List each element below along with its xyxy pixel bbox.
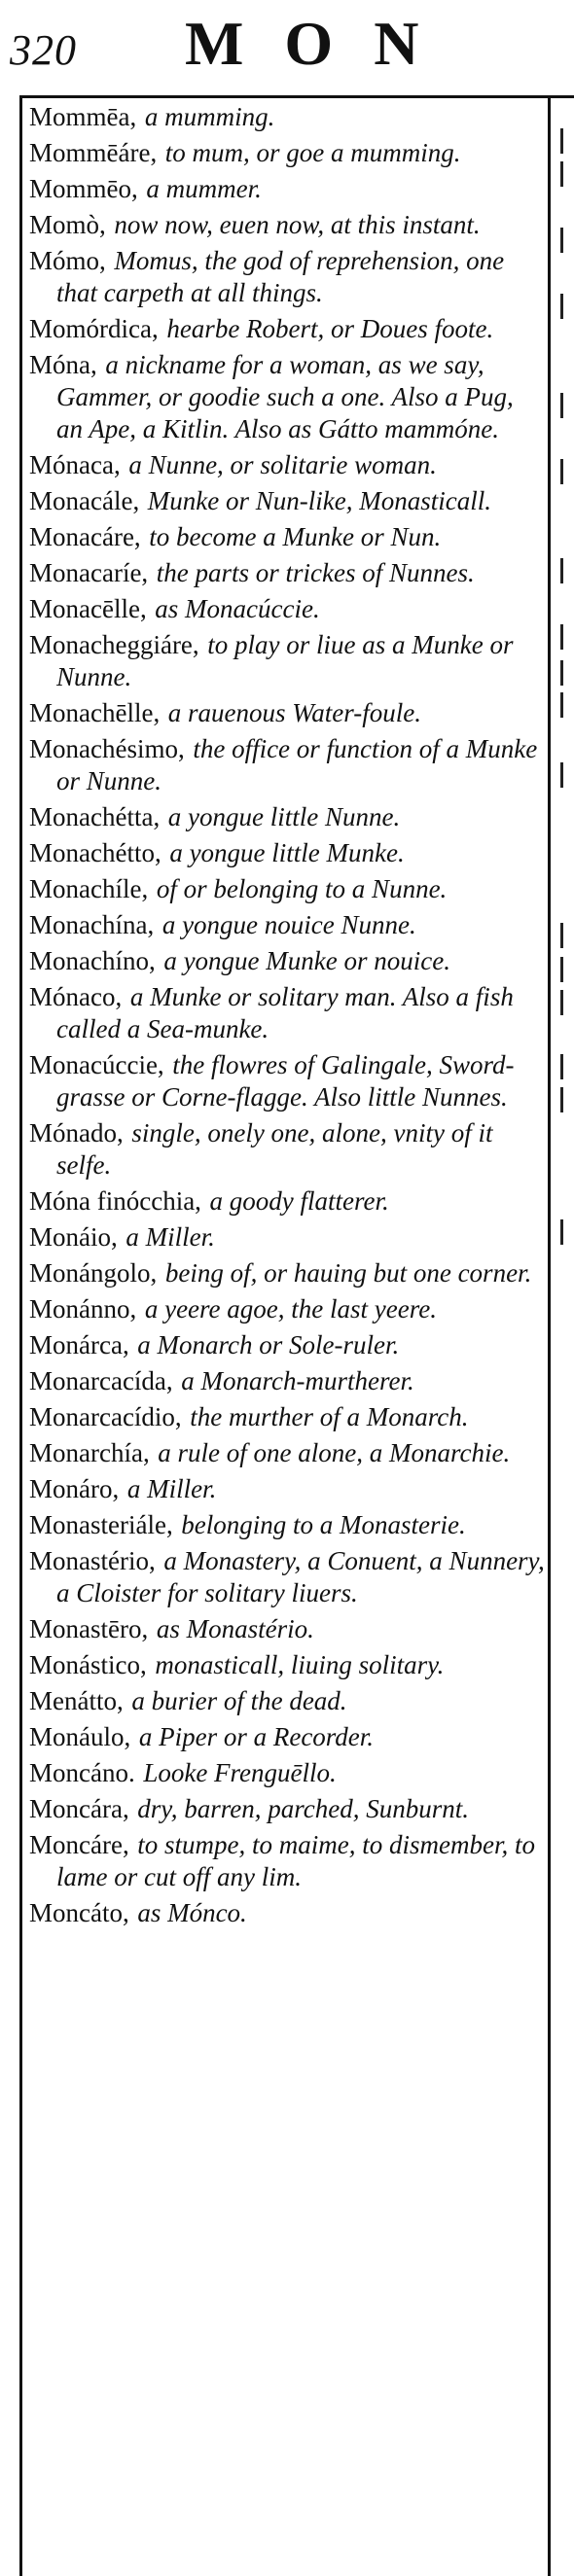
- dictionary-entry: [29, 1049, 545, 1113]
- headword: Monáulo,: [29, 1722, 131, 1751]
- headword: Monachíno,: [29, 946, 156, 975]
- headword: Mommēo,: [29, 174, 138, 203]
- headword: Monarcacída,: [29, 1366, 173, 1395]
- definition: as Monacúccie.: [155, 594, 320, 623]
- definition: to play or liue as a Munke or Nunne.: [56, 630, 514, 691]
- headword: Monáro,: [29, 1474, 120, 1503]
- dictionary-entry: [29, 1829, 545, 1893]
- definition: a nickname for a woman, as we say, Gammer, or goodie such a one. Also a Pug, an Ape, a Kitlin. Also as Gátto mammóne.: [56, 350, 514, 443]
- definition: a Piper or a Recorder.: [138, 1722, 375, 1751]
- clipped-letter-mark: [560, 923, 563, 948]
- clipped-letter-mark: [560, 762, 563, 788]
- definition: a mumming.: [144, 102, 275, 131]
- dictionary-entry: [29, 173, 545, 205]
- headword: Monachíle,: [29, 874, 149, 903]
- headword: Momórdica,: [29, 314, 159, 343]
- dictionary-entry: [29, 1613, 545, 1645]
- clipped-letter-mark: [560, 692, 563, 718]
- definition: the parts or trickes of Nunnes.: [156, 558, 475, 587]
- dictionary-entry: [29, 1721, 545, 1753]
- headword: Monacáre,: [29, 522, 141, 551]
- clipped-letter-mark: [560, 294, 563, 319]
- dictionary-entry: [29, 1509, 545, 1541]
- dictionary-entry: [29, 1685, 545, 1717]
- definition: Looke Frenguēllo.: [143, 1758, 337, 1787]
- dictionary-entry: [29, 945, 545, 977]
- dictionary-entry: [29, 1757, 545, 1789]
- clipped-letter-mark: [560, 228, 563, 253]
- headword: Moncáto,: [29, 1898, 129, 1927]
- dictionary-entry: [29, 1545, 545, 1609]
- headword: Móna finócchia,: [29, 1186, 201, 1216]
- headword: Monasteriále,: [29, 1510, 173, 1539]
- definition: single, onely one, alone, vnity of it selfe.: [56, 1118, 493, 1180]
- headword: Monachétta,: [29, 802, 161, 831]
- headword: Monacúccie,: [29, 1050, 164, 1079]
- dictionary-entry: [29, 1365, 545, 1397]
- headword: Momò,: [29, 210, 106, 239]
- definition: a Miller.: [126, 1474, 217, 1503]
- definition: to mum, or goe a mumming.: [164, 138, 461, 167]
- definition: a Monastery, a Conuent, a Nunnery, a Cloister for solitary liuers.: [56, 1546, 545, 1607]
- definition: being of, or hauing but one corner.: [164, 1258, 532, 1288]
- headword: Monacaríe,: [29, 558, 149, 587]
- dictionary-entry: [29, 1649, 545, 1681]
- clipped-letter-mark: [560, 558, 563, 583]
- dictionary-entry: [29, 909, 545, 941]
- headword: Monacheggiáre,: [29, 630, 199, 659]
- dictionary-entry: [29, 733, 545, 797]
- headword: Monachétto,: [29, 838, 161, 867]
- dictionary-entry: [29, 1257, 545, 1289]
- headword: Monachésimo,: [29, 734, 185, 763]
- definition: hearbe Robert, or Doues foote.: [166, 314, 494, 343]
- definition: as Monastério.: [156, 1614, 314, 1643]
- column-divider: [548, 97, 551, 2576]
- definition: a Miller.: [126, 1222, 215, 1252]
- dictionary-entry: [29, 1117, 545, 1182]
- dictionary-entry: [29, 981, 545, 1045]
- top-rule: [19, 95, 574, 98]
- headword: Monárca,: [29, 1330, 129, 1359]
- headword: Monarchía,: [29, 1438, 150, 1467]
- headword: Monastēro,: [29, 1614, 149, 1643]
- dictionary-column: [29, 101, 545, 2571]
- headword: Móna,: [29, 350, 97, 379]
- headword: Mónaca,: [29, 450, 121, 479]
- definition: dry, barren, parched, Sunburnt.: [137, 1794, 470, 1823]
- dictionary-entry: [29, 1185, 545, 1217]
- dictionary-entry: [29, 245, 545, 309]
- left-rule: [19, 97, 22, 2576]
- definition: a Monarch-murtherer.: [181, 1366, 414, 1395]
- running-head: MON: [185, 9, 460, 78]
- definition: a rule of one alone, a Monarchie.: [158, 1438, 511, 1467]
- definition: a yongue Munke or nouice.: [163, 946, 450, 975]
- dictionary-entry: [29, 209, 545, 241]
- headword: Monástico,: [29, 1650, 147, 1679]
- definition: Munke or Nun-like, Monasticall.: [147, 486, 491, 515]
- headword: Monánno,: [29, 1294, 137, 1323]
- dictionary-entry: [29, 1293, 545, 1325]
- dictionary-entry: [29, 1437, 545, 1469]
- headword: Mónado,: [29, 1118, 124, 1147]
- clipped-letter-mark: [560, 1219, 563, 1245]
- dictionary-entry: [29, 593, 545, 625]
- dictionary-entry: [29, 1897, 545, 1929]
- definition: now now, euen now, at this instant.: [114, 210, 481, 239]
- headword: Monastério,: [29, 1546, 156, 1575]
- clipped-letter-mark: [560, 624, 563, 650]
- dictionary-entry: [29, 485, 545, 517]
- dictionary-entry: [29, 801, 545, 833]
- definition: a Monarch or Sole-ruler.: [137, 1330, 400, 1359]
- dictionary-entry: [29, 313, 545, 345]
- dictionary-entry: [29, 101, 545, 133]
- definition: a goody flatterer.: [209, 1186, 389, 1216]
- dictionary-entry: [29, 521, 545, 553]
- dictionary-entry: [29, 349, 545, 445]
- definition: the flowres of Galingale, Sword-grasse or Corne-flagge. Also little Nunnes.: [56, 1050, 515, 1112]
- headword: Menátto,: [29, 1686, 124, 1715]
- definition: a yongue little Munke.: [169, 838, 405, 867]
- definition: a Munke or solitary man. Also a fish called a Sea-munke.: [56, 982, 514, 1043]
- headword: Mónaco,: [29, 982, 123, 1011]
- definition: a yongue nouice Nunne.: [161, 910, 416, 939]
- clipped-letter-mark: [560, 1087, 563, 1112]
- definition: belonging to a Monasterie.: [181, 1510, 466, 1539]
- headword: Monacēlle,: [29, 594, 147, 623]
- headword: Moncára,: [29, 1794, 129, 1823]
- clipped-letter-mark: [560, 393, 563, 418]
- definition: a mummer.: [146, 174, 262, 203]
- headword: Mommēáre,: [29, 138, 158, 167]
- next-column-edge: [556, 101, 574, 2571]
- clipped-letter-mark: [560, 990, 563, 1015]
- definition: Momus, the god of reprehension, one that carpeth at all things.: [56, 246, 505, 307]
- dictionary-entry: [29, 557, 545, 589]
- dictionary-entry: [29, 1793, 545, 1825]
- definition: as Mónco.: [137, 1898, 247, 1927]
- dictionary-entry: [29, 1329, 545, 1361]
- definition: a burier of the dead.: [131, 1686, 347, 1715]
- definition: a yongue little Nunne.: [167, 802, 401, 831]
- dictionary-entry: [29, 697, 545, 729]
- dictionary-entry: [29, 837, 545, 869]
- headword: Monacále,: [29, 486, 140, 515]
- dictionary-entry: [29, 1221, 545, 1253]
- page-number: 320: [10, 26, 77, 74]
- dictionary-entry: [29, 137, 545, 169]
- definition: a yeere agoe, the last yeere.: [144, 1294, 437, 1323]
- dictionary-entry: [29, 1473, 545, 1505]
- headword: Monachēlle,: [29, 698, 161, 727]
- headword: Mommēa,: [29, 102, 137, 131]
- dictionary-entry: [29, 1401, 545, 1433]
- clipped-letter-mark: [560, 660, 563, 686]
- definition: to stumpe, to maime, to dismember, to lame or cut off any lim.: [56, 1830, 536, 1891]
- definition: the office or function of a Munke or Nunne.: [56, 734, 538, 795]
- headword: Monángolo,: [29, 1258, 158, 1288]
- definition: the murther of a Monarch.: [190, 1402, 469, 1431]
- definition: to become a Munke or Nun.: [149, 522, 442, 551]
- definition: of or belonging to a Nunne.: [156, 874, 448, 903]
- headword: Monachína,: [29, 910, 155, 939]
- clipped-letter-mark: [560, 128, 563, 154]
- clipped-letter-mark: [560, 1054, 563, 1079]
- clipped-letter-mark: [560, 161, 563, 187]
- clipped-letter-mark: [560, 957, 563, 982]
- definition: a Nunne, or solitarie woman.: [128, 450, 437, 479]
- clipped-letter-mark: [560, 459, 563, 484]
- headword: Mómo,: [29, 246, 106, 275]
- definition: a rauenous Water-foule.: [167, 698, 421, 727]
- headword: Monarcacídio,: [29, 1402, 182, 1431]
- dictionary-entry: [29, 873, 545, 905]
- definition: monasticall, liuing solitary.: [155, 1650, 445, 1679]
- headword: Moncáno.: [29, 1758, 135, 1787]
- headword: Moncáre,: [29, 1830, 129, 1859]
- dictionary-entry: [29, 449, 545, 481]
- page-header: [0, 0, 574, 93]
- dictionary-entry: [29, 629, 545, 693]
- headword: Monáio,: [29, 1222, 118, 1252]
